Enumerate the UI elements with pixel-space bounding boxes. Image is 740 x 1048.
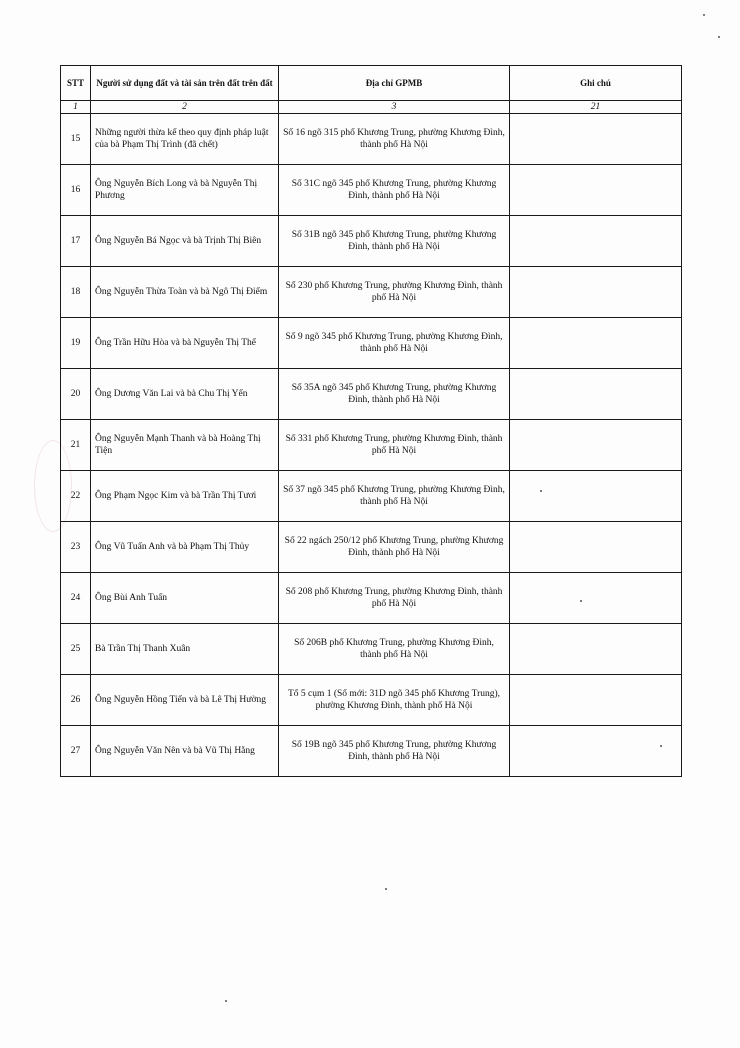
row-owner: Ông Nguyễn Bá Ngọc và bà Trịnh Thị Biên <box>91 216 279 267</box>
row-owner: Những người thừa kế theo quy định pháp luật của bà Phạm Thị Trình (đã chết) <box>91 114 279 165</box>
header-owner: Người sử dụng đất và tài sản trên đất trên đất <box>91 66 279 101</box>
row-stt: 15 <box>61 114 91 165</box>
scan-speck <box>580 600 582 602</box>
scan-speck <box>540 490 542 492</box>
row-note <box>510 114 682 165</box>
row-note <box>510 573 682 624</box>
table-header-row <box>61 66 682 101</box>
row-note <box>510 471 682 522</box>
table-body <box>61 114 682 777</box>
row-stt: 22 <box>61 471 91 522</box>
table-row <box>61 573 682 624</box>
colnum-address: 3 <box>279 101 510 114</box>
row-stt: 20 <box>61 369 91 420</box>
row-address: Số 206B phố Khương Trung, phường Khương Đình, thành phố Hà Nội <box>279 624 510 675</box>
row-address: Số 19B ngõ 345 phố Khương Trung, phường Khương Đình, thành phố Hà Nội <box>279 726 510 777</box>
row-stt: 16 <box>61 165 91 216</box>
header-note: Ghi chú <box>510 66 682 101</box>
table-row <box>61 318 682 369</box>
row-address: Số 9 ngõ 345 phố Khương Trung, phường Khương Đình, thành phố Hà Nội <box>279 318 510 369</box>
row-note <box>510 369 682 420</box>
row-owner: Ông Phạm Ngọc Kim và bà Trần Thị Tươi <box>91 471 279 522</box>
row-stt: 17 <box>61 216 91 267</box>
row-owner: Ông Vũ Tuấn Anh và bà Phạm Thị Thủy <box>91 522 279 573</box>
row-note <box>510 420 682 471</box>
column-number-row <box>61 101 682 114</box>
row-address: Số 22 ngách 250/12 phố Khương Trung, phường Khương Đình, thành phố Hà Nội <box>279 522 510 573</box>
row-owner: Ông Nguyễn Bích Long và bà Nguyễn Thị Phương <box>91 165 279 216</box>
scan-speck <box>385 888 387 890</box>
row-stt: 19 <box>61 318 91 369</box>
row-note <box>510 165 682 216</box>
table-row <box>61 624 682 675</box>
row-stt: 27 <box>61 726 91 777</box>
row-note <box>510 216 682 267</box>
table-row <box>61 471 682 522</box>
row-note <box>510 522 682 573</box>
row-stt: 18 <box>61 267 91 318</box>
row-stt: 24 <box>61 573 91 624</box>
table-row <box>61 420 682 471</box>
table-row <box>61 675 682 726</box>
row-owner: Ông Nguyễn Mạnh Thanh và bà Hoàng Thị Tiện <box>91 420 279 471</box>
row-address: Số 31C ngõ 345 phố Khương Trung, phường Khương Đình, thành phố Hà Nội <box>279 165 510 216</box>
row-note <box>510 726 682 777</box>
colnum-note: 21 <box>510 101 682 114</box>
row-address: Số 37 ngõ 345 phố Khương Trung, phường Khương Đình, thành phố Hà Nội <box>279 471 510 522</box>
row-address: Tổ 5 cụm 1 (Số mới: 31D ngõ 345 phố Khương Trung), phường Khương Đình, thành phố Hà Nội <box>279 675 510 726</box>
header-address: Địa chỉ GPMB <box>279 66 510 101</box>
table-row <box>61 726 682 777</box>
row-note <box>510 318 682 369</box>
row-owner: Ông Trần Hữu Hòa và bà Nguyễn Thị Thế <box>91 318 279 369</box>
scan-speck <box>225 1000 227 1002</box>
row-address: Số 208 phố Khương Trung, phường Khương Đình, thành phố Hà Nội <box>279 573 510 624</box>
land-clearance-table <box>60 65 682 777</box>
colnum-stt: 1 <box>61 101 91 114</box>
row-owner: Ông Nguyễn Thừa Toàn và bà Ngô Thị Điểm <box>91 267 279 318</box>
header-stt: STT <box>61 66 91 101</box>
colnum-owner: 2 <box>91 101 279 114</box>
row-address: Số 31B ngõ 345 phố Khương Trung, phường Khương Đình, thành phố Hà Nội <box>279 216 510 267</box>
row-stt: 21 <box>61 420 91 471</box>
row-owner: Ông Nguyễn Hồng Tiến và bà Lê Thị Hường <box>91 675 279 726</box>
table-row <box>61 369 682 420</box>
row-address: Số 16 ngõ 315 phố Khương Trung, phường Khương Đình, thành phố Hà Nội <box>279 114 510 165</box>
table-row <box>61 114 682 165</box>
row-stt: 25 <box>61 624 91 675</box>
row-owner: Ông Bùi Anh Tuấn <box>91 573 279 624</box>
table-row <box>61 165 682 216</box>
table-row <box>61 522 682 573</box>
row-owner: Bà Trần Thị Thanh Xuân <box>91 624 279 675</box>
scan-speck <box>718 36 720 38</box>
scan-speck <box>703 14 705 16</box>
row-note <box>510 267 682 318</box>
row-owner: Ông Dương Văn Lai và bà Chu Thị Yến <box>91 369 279 420</box>
row-address: Số 230 phố Khương Trung, phường Khương Đình, thành phố Hà Nội <box>279 267 510 318</box>
row-address: Số 35A ngõ 345 phố Khương Trung, phường Khương Đình, thành phố Hà Nội <box>279 369 510 420</box>
table-row <box>61 267 682 318</box>
row-address: Số 331 phố Khương Trung, phường Khương Đình, thành phố Hà Nội <box>279 420 510 471</box>
table-row <box>61 216 682 267</box>
row-note <box>510 675 682 726</box>
row-note <box>510 624 682 675</box>
row-stt: 23 <box>61 522 91 573</box>
scan-speck <box>660 745 662 747</box>
row-owner: Ông Nguyễn Văn Nên và bà Vũ Thị Hằng <box>91 726 279 777</box>
row-stt: 26 <box>61 675 91 726</box>
